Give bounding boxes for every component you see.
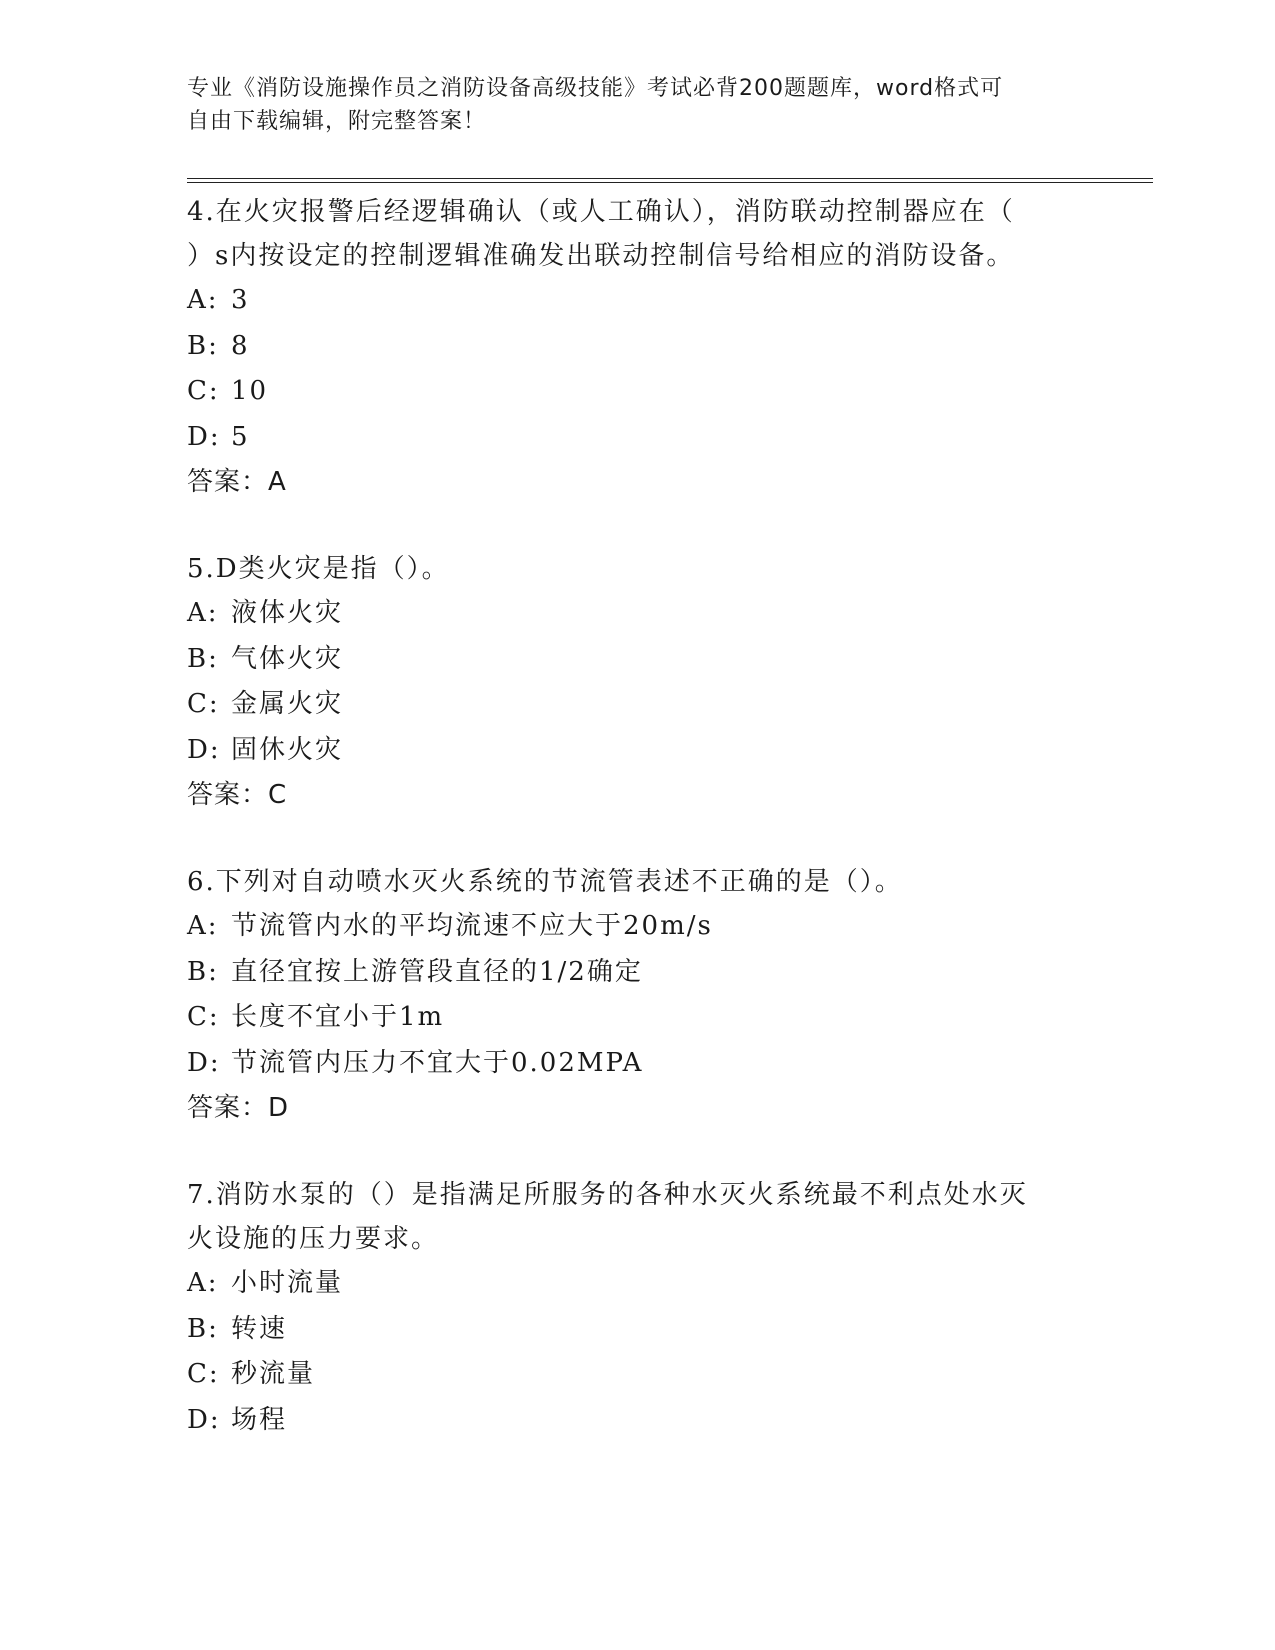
option-b [187,950,1067,996]
option-letter: D: [187,1047,221,1078]
option-text: 固休火灾 [231,734,344,765]
option-text: 秒流量 [231,1359,316,1389]
option-b [187,324,1067,370]
option-text: 直径宜按上游管段直径的1/2确定 [231,956,643,987]
option-letter: C: [187,376,220,406]
option-letter: B: [187,330,219,361]
question-stem: 6.下列对自动喷水灭火系统的节流管表述不正确的是（）。 [187,867,903,897]
option-letter: B: [187,643,219,674]
option-d [187,1398,1067,1444]
question-6 [187,860,1067,1131]
option-letter: C: [187,1359,220,1389]
header-divider-top [187,178,1153,179]
option-a [187,1261,1067,1307]
option-c [187,682,1067,728]
option-c [187,995,1067,1041]
option-text: 场程 [231,1404,288,1435]
question-stem: 5.D类火灾是指（）。 [187,554,450,584]
option-letter: D: [187,421,221,452]
option-d [187,728,1067,774]
option-letter: B: [187,1313,219,1344]
option-text: 气体火灾 [231,643,344,674]
document-header [187,72,1067,138]
option-letter: C: [187,1002,220,1032]
option-a [187,591,1067,637]
answer-label: 答案：C [187,780,288,810]
option-text: 长度不宜小于1m [231,1002,445,1032]
option-text: 金属火灾 [231,689,344,719]
question-7 [187,1173,1067,1443]
header-divider-bottom [187,182,1153,183]
option-letter: A: [187,285,219,315]
question-stem: 7.消防水泵的（）是指满足所服务的各种水灭火系统最不利点处水灭 [187,1180,1028,1210]
question-stem-cont: ）s内按设定的控制逻辑准确发出联动控制信号给相应的消防设备。 [187,241,1015,271]
option-b [187,637,1067,683]
answer-label: 答案：D [187,1093,290,1123]
header-line-2: 自由下载编辑，附完整答案！ [187,109,487,134]
option-text: 液体火灾 [231,598,344,628]
option-letter: A: [187,598,219,628]
option-text: 5 [231,421,250,452]
option-text: 10 [231,376,269,406]
option-letter: D: [187,1404,221,1435]
option-c [187,369,1067,415]
option-a [187,278,1067,324]
header-line-1: 专业《消防设施操作员之消防设备高级技能》考试必背200题题库，word格式可 [187,76,1004,101]
option-letter: B: [187,956,219,987]
option-c [187,1352,1067,1398]
option-a [187,904,1067,950]
question-4 [187,190,1067,505]
answer-label: 答案：A [187,467,287,497]
option-text: 节流管内水的平均流速不应大于20m/s [231,911,713,941]
question-list [187,190,1067,1485]
option-letter: A: [187,1268,219,1298]
option-b [187,1307,1067,1353]
option-text: 转速 [231,1313,288,1344]
option-letter: C: [187,689,220,719]
option-text: 8 [231,330,250,361]
option-letter: A: [187,911,219,941]
option-d [187,1041,1067,1087]
question-stem-cont: 火设施的压力要求。 [187,1224,440,1254]
question-5 [187,547,1067,818]
option-letter: D: [187,734,221,765]
option-text: 节流管内压力不宜大于0.02MPA [231,1047,644,1078]
option-d [187,415,1067,461]
option-text: 3 [231,285,250,315]
question-stem: 4.在火灾报警后经逻辑确认（或人工确认），消防联动控制器应在（ [187,197,1015,227]
option-text: 小时流量 [231,1268,344,1298]
